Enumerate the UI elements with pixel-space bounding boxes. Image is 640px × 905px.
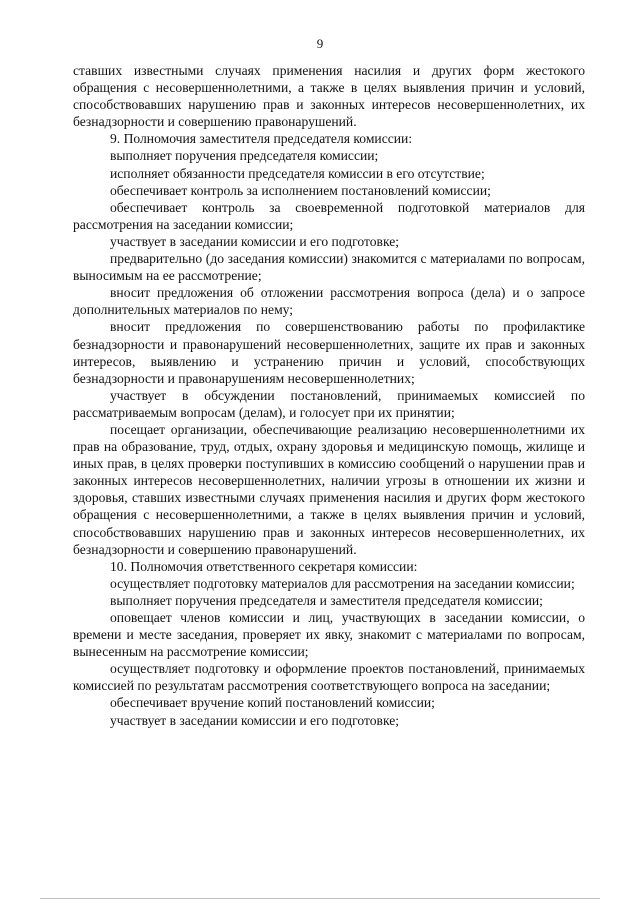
paragraph: участвует в заседании комиссии и его подготовке; <box>110 712 400 728</box>
paragraph: осуществляет подготовку материалов для рассмотрения на заседании комиссии; <box>110 575 575 591</box>
paragraph: 9. Полномочия заместителя председателя комиссии: <box>110 131 413 147</box>
page-number: 9 <box>316 36 324 51</box>
paragraph: участвует в обсуждении постановлений, принимаемых комиссией по рассматриваемым вопросам (делам), и голосует при их принятии; <box>73 387 585 420</box>
paragraph: 10. Полномочия ответственного секретаря комиссии: <box>110 558 418 574</box>
paragraph: выполняет поручения председателя комиссии; <box>110 148 379 164</box>
paragraph: обеспечивает контроль за исполнением постановлений комиссии; <box>110 182 491 198</box>
paragraph: оповещает членов комиссии и лиц, участвующих в заседании комиссии, о времени и месте заседания, проверяет их явку, знакомит с материалами по вопросам, вынесенным на рассмотрение комиссии; <box>73 610 585 660</box>
paragraph: вносит предложения по совершенствованию работы по профилактике безнадзорности и правонарушений несовершеннолетних, защите их прав и законных интересов, выявлению и устранению причин и условий, способствующих безнадзорности и правонарушениям несовершеннолетних; <box>73 319 585 386</box>
paragraph: ставших известными случаях применения насилия и других форм жестокого обращения с несовершеннолетними, а также в целях выявления причин и условий, способствовавших нарушению прав и законных интересов несовершеннолетних, их безнадзорности и совершению правонарушений. <box>73 63 585 130</box>
paragraph: выполняет поручения председателя и заместителя председателя комиссии; <box>110 592 543 608</box>
scan-edge-line <box>40 898 600 899</box>
paragraph: обеспечивает контроль за своевременной подготовкой материалов для рассмотрения на заседании комиссии; <box>73 199 585 232</box>
paragraph: вносит предложения об отложении рассмотрения вопроса (дела) и о запросе дополнительных материалов по нему; <box>73 285 585 318</box>
paragraph: исполняет обязанности председателя комиссии в его отсутствие; <box>110 165 485 181</box>
paragraph: обеспечивает вручение копий постановлений комиссии; <box>110 695 435 711</box>
document-body <box>73 62 585 729</box>
paragraph: участвует в заседании комиссии и его подготовке; <box>110 233 400 249</box>
paragraph: посещает организации, обеспечивающие реализацию несовершеннолетними их прав на образование, труд, отдых, охрану здоровья и медицинскую помощь, жилище и иных прав, в целях проверки поступивших в комиссию сообщений о нарушении прав и законных интересов несовершеннолетних, наличии угрозы в отношении их жизни и здоровья, ставших известными случаях применения насилия и других форм жестокого обращения с несовершеннолетними, а также в целях выявления причин и условий, способствовавших нарушению прав и законных интересов несовершеннолетних, их безнадзорности и совершению правонарушений. <box>73 421 585 557</box>
paragraph: предварительно (до заседания комиссии) знакомится с материалами по вопросам, выносимым на ее рассмотрение; <box>73 251 585 284</box>
paragraph: осуществляет подготовку и оформление проектов постановлений, принимаемых комиссией по результатам рассмотрения соответствующего вопроса на заседании; <box>73 661 585 694</box>
